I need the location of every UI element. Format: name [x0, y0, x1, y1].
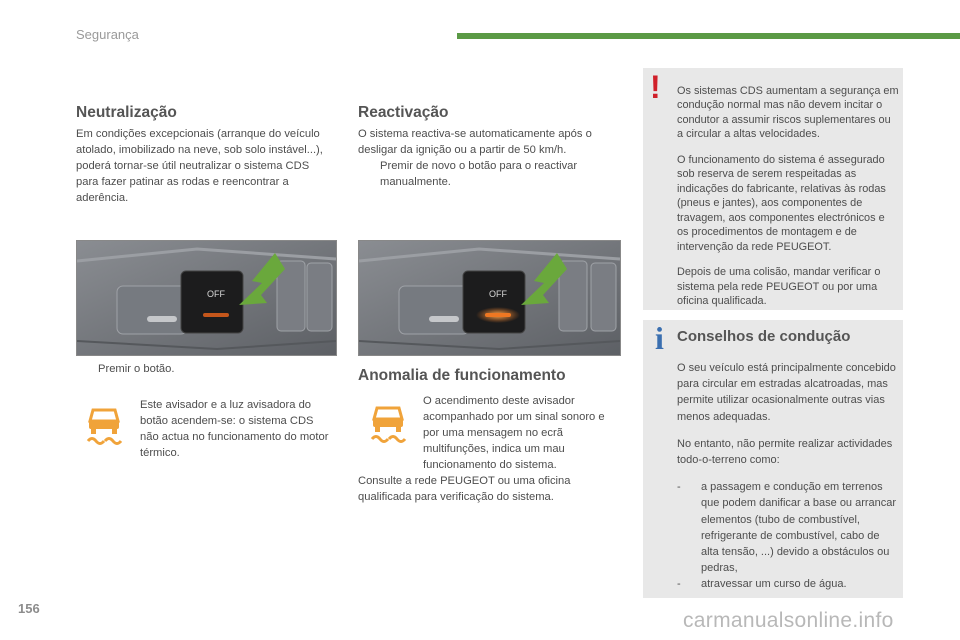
neutralize-text: Em condições excepcionais (arranque do veículo atolado, imobilizado na neve, sob solo instável...), poderá tornar-se útil neutralizar o sistema CDS para fazer patinar as rodas e reencontrar a aderência. — [76, 128, 323, 204]
button-off-label: OFF — [207, 289, 225, 299]
advice-box-text — [677, 349, 899, 593]
warning-exclamation-icon: ! — [650, 69, 661, 105]
dash-marker: - — [677, 481, 681, 494]
neutralize-warning-text: Este avisador e a luz avisadora do botão acendem-se: o sistema CDS não actua no funcionamento do motor térmico. — [140, 399, 329, 459]
malfunction-icon-text: O acendimento deste avisador acompanhado por um sinal sonoro e por uma mensagem no ecrã multifunções, indica um mau funcionamento do sistema. — [423, 395, 605, 471]
button-led-off — [203, 313, 229, 317]
neutralize-step-text: Premir o botão. — [98, 363, 175, 375]
warning-text-1: Os sistemas CDS aumentam a segurança em condução normal mas não devem incitar o condutor a assumir riscos suplementares ou a circular a altas velocidades. — [677, 84, 899, 141]
malfunction-text: Consulte a rede PEUGEOT ou uma oficina qualificada para verificação do sistema. — [358, 475, 571, 503]
neutralize-step — [76, 361, 328, 377]
list-item — [677, 479, 899, 576]
reactivate-text: O sistema reactiva-se automaticamente após o desligar da ignição ou a partir de 50 km/h. — [358, 128, 592, 156]
malfunction-title: Anomalia de funcionamento — [358, 367, 566, 384]
dash-marker: - — [677, 578, 681, 591]
button-led-on — [485, 313, 511, 317]
reactivate-step — [358, 158, 620, 190]
button-off-label: OFF — [489, 289, 507, 299]
page-number: 156 — [18, 601, 40, 616]
list-item — [677, 576, 899, 592]
advice-text-2: No entanto, não permite realizar actividades todo-o-terreno como: — [677, 437, 893, 467]
button-photo-off — [76, 240, 337, 356]
header-accent-bar — [457, 33, 960, 39]
neutralize-title: Neutralização — [76, 104, 177, 121]
watermark: carmanualsonline.info — [683, 609, 894, 632]
section-title: Segurança — [76, 27, 139, 42]
reactivate-title: Reactivação — [358, 104, 449, 121]
warning-text-3: Depois de uma colisão, mandar verificar o sistema pela rede PEUGEOT ou por uma oficina qualificada. — [677, 266, 881, 308]
traction-control-fault-icon — [368, 402, 408, 446]
warning-box-text — [677, 73, 899, 320]
traction-control-warning-icon — [84, 404, 124, 448]
info-icon: i — [655, 320, 664, 356]
bullet-marker — [358, 158, 380, 190]
warning-text-2: O funcionamento do sistema é assegurado sob reserva de serem respeitadas as indicações do fabricante, relativas às rodas (pneus e jantes), aos componentes de travagem, aos componentes electrónicos e os procedimentos de montagem e de intervenção da rede PEUGEOT. — [677, 153, 886, 253]
advice-item-1: a passagem e condução em terrenos que podem danificar a base ou arrancar elementos (tubo de combustível, refrigerante de combustível, cabo de alta tensão, ...) devido a obstáculos ou pedras, — [701, 481, 897, 575]
bullet-marker — [76, 361, 98, 377]
advice-text-1: O seu veículo está principalmente concebido para circular em estradas alcatroadas, mas permite utilizar ocasionalmente outras vias menos adequadas. — [677, 362, 896, 423]
advice-title: Conselhos de condução — [677, 328, 851, 345]
reactivate-step-text: Premir de novo o botão para o reactivar manualmente. — [380, 160, 578, 188]
button-photo-on — [358, 240, 621, 356]
advice-item-2: atravessar um curso de água. — [701, 578, 847, 591]
